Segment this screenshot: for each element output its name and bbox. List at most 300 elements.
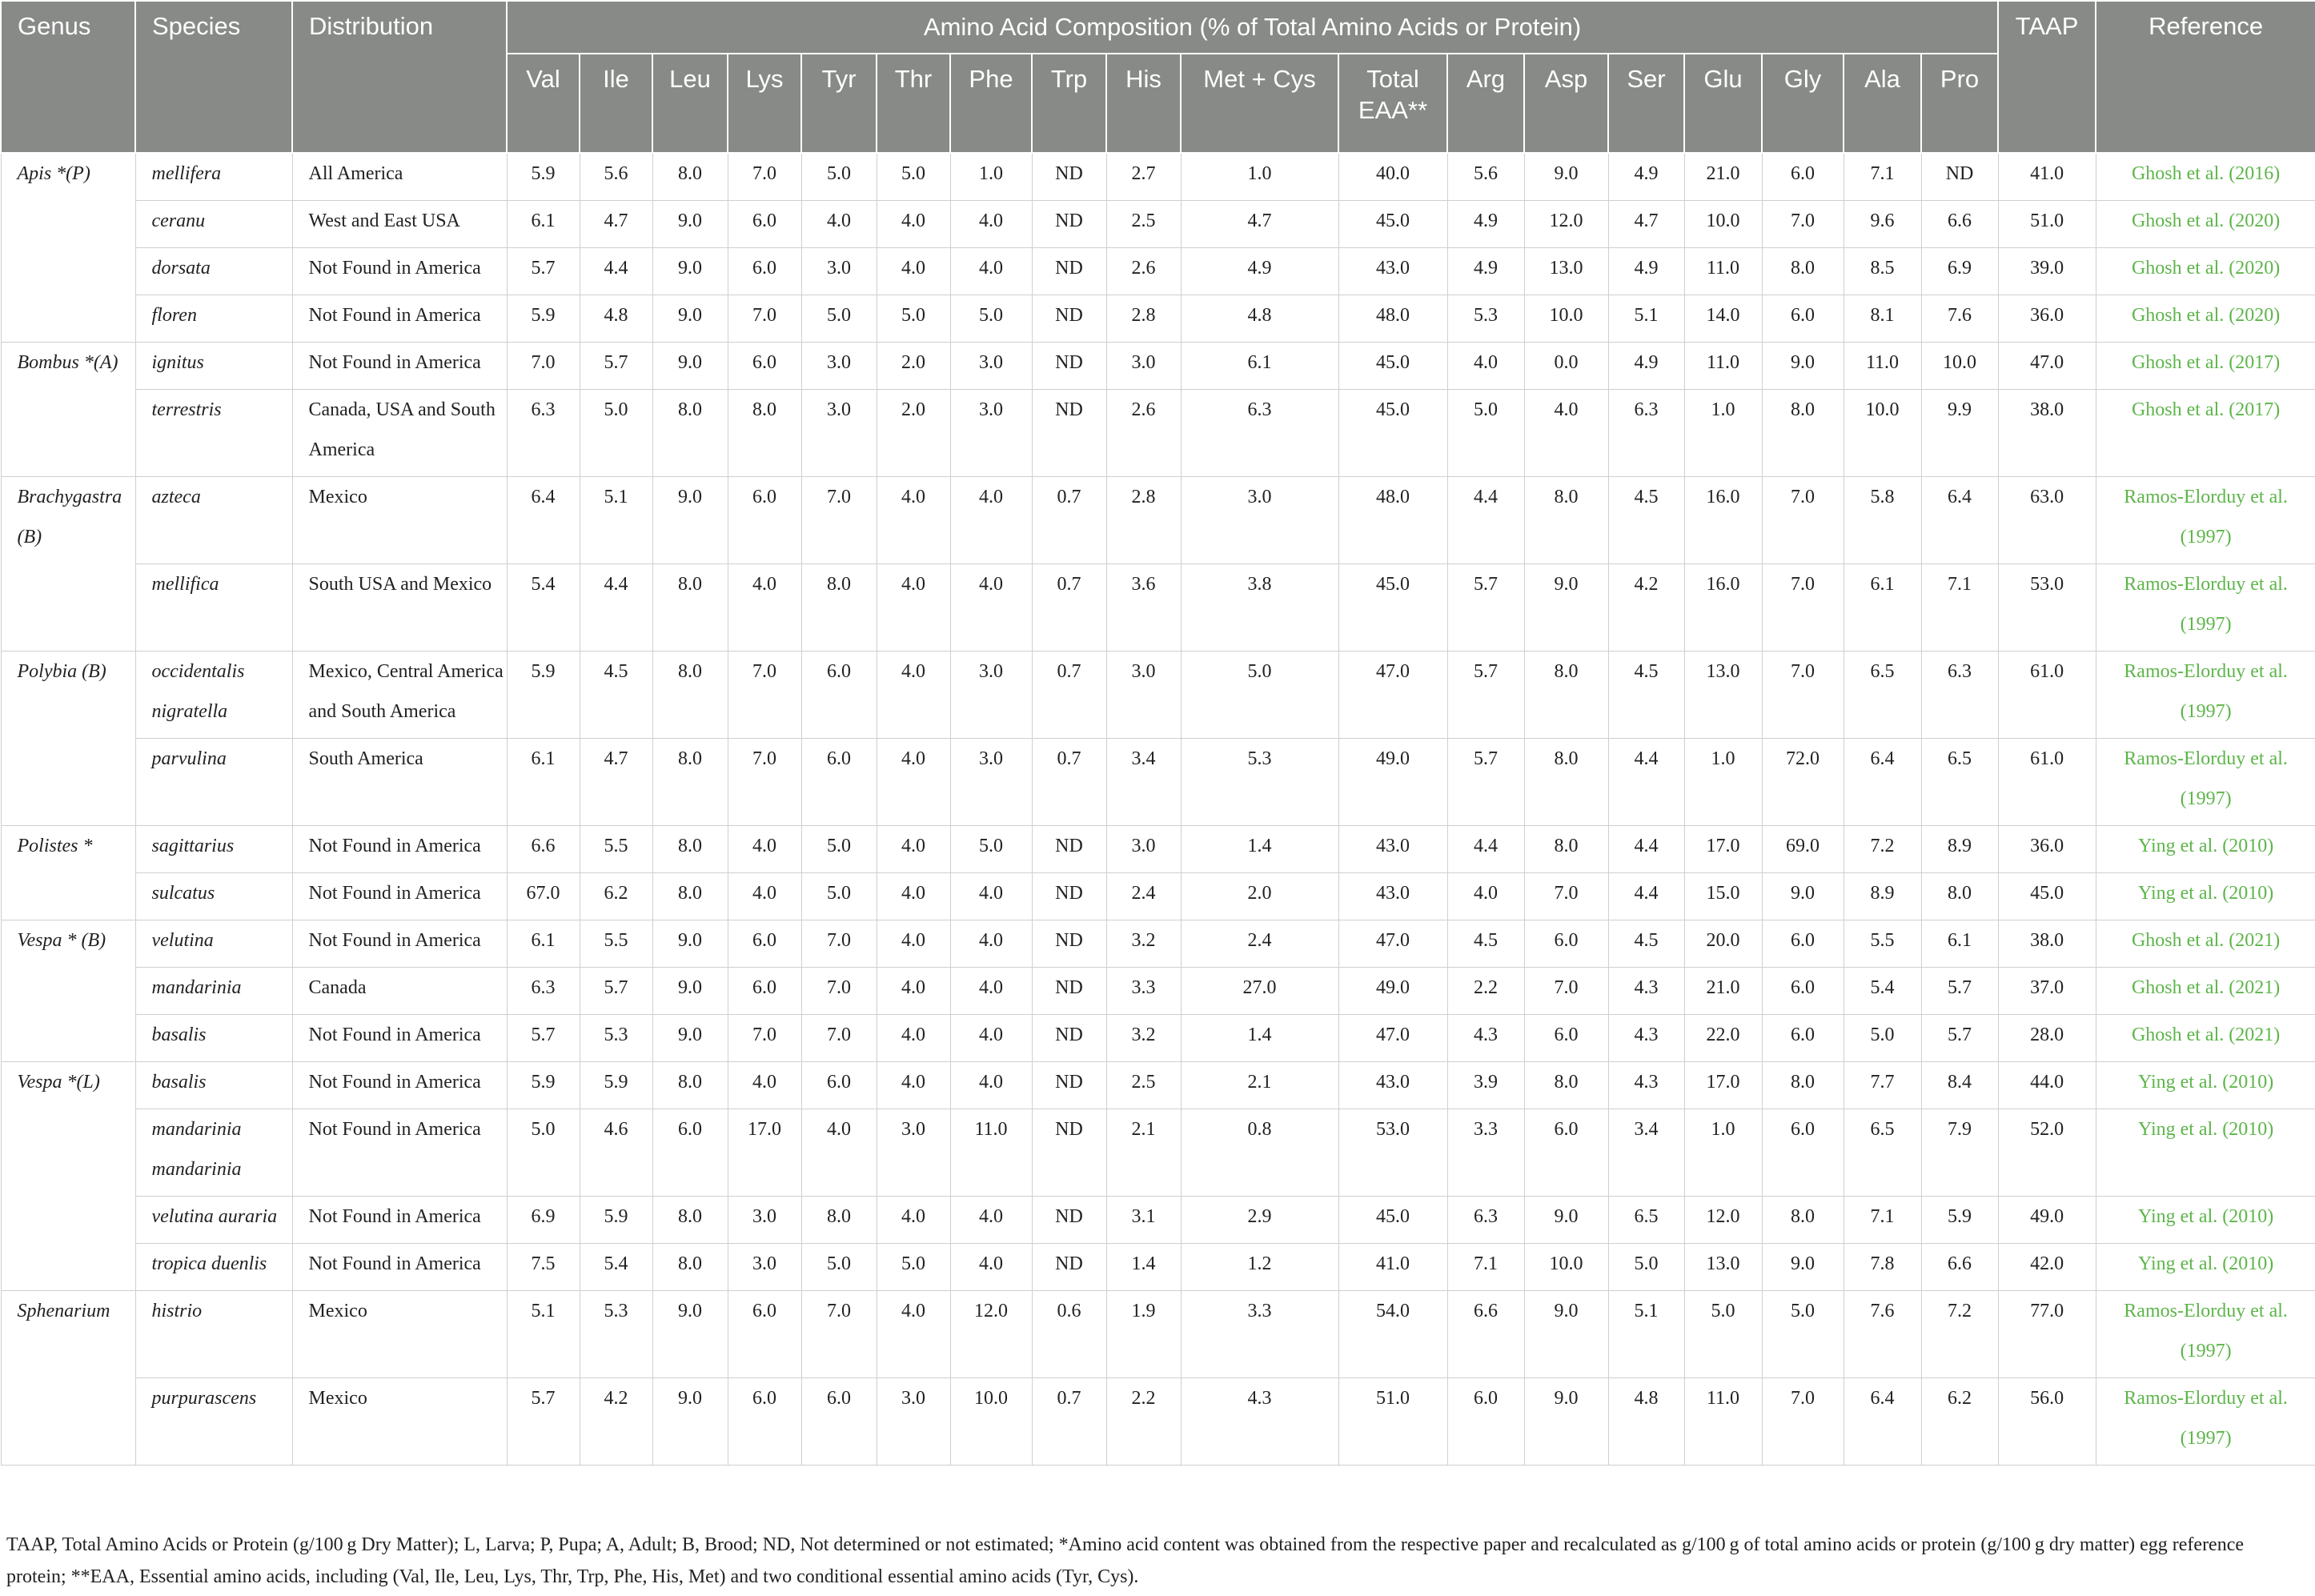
reference-link[interactable]: Ghosh et al. (2017) bbox=[2096, 343, 2315, 390]
value-cell: 9.0 bbox=[652, 920, 728, 968]
table-row bbox=[1, 1015, 2315, 1062]
value-cell: 45.0 bbox=[1338, 201, 1447, 248]
reference-link[interactable]: Ying et al. (2010) bbox=[2096, 1062, 2315, 1109]
value-cell: 6.0 bbox=[1762, 295, 1844, 343]
header-aa-leu: Leu bbox=[652, 54, 728, 153]
value-cell: 9.0 bbox=[652, 248, 728, 295]
value-cell: 4.8 bbox=[580, 295, 652, 343]
value-cell: 8.0 bbox=[1524, 739, 1608, 826]
value-cell: 2.0 bbox=[877, 343, 950, 390]
value-cell: 1.0 bbox=[1181, 153, 1338, 201]
value-cell: 7.0 bbox=[728, 295, 801, 343]
value-cell: 8.0 bbox=[652, 153, 728, 201]
value-cell: 1.2 bbox=[1181, 1244, 1338, 1291]
table-row bbox=[1, 968, 2315, 1015]
value-cell: 15.0 bbox=[1684, 873, 1762, 920]
value-cell: 4.4 bbox=[580, 564, 652, 652]
reference-link[interactable]: Ying et al. (2010) bbox=[2096, 1197, 2315, 1244]
value-cell: 4.0 bbox=[950, 968, 1032, 1015]
reference-link[interactable]: Ramos-Elorduy et al. (1997) bbox=[2096, 1378, 2315, 1466]
value-cell: 5.7 bbox=[507, 248, 580, 295]
genus-cell: Vespa *(L) bbox=[1, 1062, 135, 1291]
value-cell: 4.0 bbox=[950, 1244, 1032, 1291]
value-cell: 4.4 bbox=[1447, 826, 1524, 873]
distribution-cell: Canada, USA and South America bbox=[292, 390, 507, 477]
header-distribution: Distribution bbox=[292, 1, 507, 153]
taap-cell: 47.0 bbox=[1998, 343, 2096, 390]
value-cell: 8.9 bbox=[1921, 826, 1998, 873]
value-cell: 7.0 bbox=[1762, 564, 1844, 652]
reference-link[interactable]: Ramos-Elorduy et al. (1997) bbox=[2096, 652, 2315, 739]
value-cell: 9.0 bbox=[652, 201, 728, 248]
value-cell: 5.1 bbox=[580, 477, 652, 564]
value-cell: 6.0 bbox=[728, 1378, 801, 1466]
value-cell: 5.6 bbox=[580, 153, 652, 201]
value-cell: 5.1 bbox=[1608, 1291, 1684, 1378]
value-cell: 43.0 bbox=[1338, 248, 1447, 295]
value-cell: ND bbox=[1921, 153, 1998, 201]
value-cell: 43.0 bbox=[1338, 1062, 1447, 1109]
reference-link[interactable]: Ghosh et al. (2017) bbox=[2096, 390, 2315, 477]
taap-cell: 39.0 bbox=[1998, 248, 2096, 295]
value-cell: 3.3 bbox=[1181, 1291, 1338, 1378]
value-cell: 2.8 bbox=[1106, 477, 1181, 564]
table-row bbox=[1, 1109, 2315, 1197]
value-cell: 8.0 bbox=[1524, 826, 1608, 873]
value-cell: ND bbox=[1032, 873, 1106, 920]
value-cell: 5.0 bbox=[1447, 390, 1524, 477]
taap-cell: 36.0 bbox=[1998, 295, 2096, 343]
header-aa-met-cys: Met + Cys bbox=[1181, 54, 1338, 153]
value-cell: 8.0 bbox=[652, 1244, 728, 1291]
value-cell: 17.0 bbox=[728, 1109, 801, 1197]
value-cell: 6.1 bbox=[507, 739, 580, 826]
value-cell: 16.0 bbox=[1684, 564, 1762, 652]
genus-cell: Sphenarium bbox=[1, 1291, 135, 1466]
value-cell: 4.0 bbox=[728, 564, 801, 652]
value-cell: 1.4 bbox=[1181, 826, 1338, 873]
distribution-cell: Not Found in America bbox=[292, 1109, 507, 1197]
value-cell: 7.0 bbox=[1762, 1378, 1844, 1466]
reference-link[interactable]: Ghosh et al. (2020) bbox=[2096, 201, 2315, 248]
value-cell: 4.3 bbox=[1447, 1015, 1524, 1062]
value-cell: 2.1 bbox=[1106, 1109, 1181, 1197]
table-row bbox=[1, 477, 2315, 564]
value-cell: 4.7 bbox=[580, 739, 652, 826]
value-cell: 3.2 bbox=[1106, 920, 1181, 968]
value-cell: 6.3 bbox=[507, 390, 580, 477]
value-cell: 8.0 bbox=[1762, 1062, 1844, 1109]
value-cell: 5.0 bbox=[1181, 652, 1338, 739]
value-cell: 4.0 bbox=[877, 201, 950, 248]
header-aa-phe: Phe bbox=[950, 54, 1032, 153]
value-cell: 16.0 bbox=[1684, 477, 1762, 564]
header-reference: Reference bbox=[2096, 1, 2315, 153]
value-cell: 6.9 bbox=[507, 1197, 580, 1244]
value-cell: ND bbox=[1032, 1062, 1106, 1109]
value-cell: 8.1 bbox=[1844, 295, 1921, 343]
value-cell: 9.0 bbox=[652, 1015, 728, 1062]
header-aa-thr: Thr bbox=[877, 54, 950, 153]
value-cell: 6.0 bbox=[801, 1062, 877, 1109]
value-cell: 5.7 bbox=[1447, 739, 1524, 826]
value-cell: 6.0 bbox=[728, 968, 801, 1015]
distribution-cell: Not Found in America bbox=[292, 1015, 507, 1062]
header-aa-val: Val bbox=[507, 54, 580, 153]
table-row bbox=[1, 826, 2315, 873]
reference-link[interactable]: Ramos-Elorduy et al. (1997) bbox=[2096, 739, 2315, 826]
species-cell: tropica duenlis bbox=[135, 1244, 292, 1291]
species-cell: dorsata bbox=[135, 248, 292, 295]
value-cell: 3.0 bbox=[728, 1244, 801, 1291]
value-cell: 4.0 bbox=[877, 1062, 950, 1109]
header-species: Species bbox=[135, 1, 292, 153]
value-cell: 5.0 bbox=[801, 295, 877, 343]
value-cell: 6.3 bbox=[507, 968, 580, 1015]
value-cell: 2.2 bbox=[1447, 968, 1524, 1015]
value-cell: 10.0 bbox=[950, 1378, 1032, 1466]
value-cell: 4.0 bbox=[1447, 873, 1524, 920]
taap-cell: 63.0 bbox=[1998, 477, 2096, 564]
value-cell: 0.7 bbox=[1032, 652, 1106, 739]
value-cell: 4.4 bbox=[580, 248, 652, 295]
table-row bbox=[1, 390, 2315, 477]
value-cell: 4.0 bbox=[877, 652, 950, 739]
value-cell: 4.0 bbox=[950, 1197, 1032, 1244]
value-cell: 7.0 bbox=[507, 343, 580, 390]
value-cell: 6.6 bbox=[1921, 201, 1998, 248]
value-cell: 12.0 bbox=[1684, 1197, 1762, 1244]
value-cell: 7.9 bbox=[1921, 1109, 1998, 1197]
distribution-cell: Mexico bbox=[292, 477, 507, 564]
value-cell: 7.0 bbox=[728, 739, 801, 826]
value-cell: 5.5 bbox=[580, 826, 652, 873]
value-cell: 3.6 bbox=[1106, 564, 1181, 652]
value-cell: 9.0 bbox=[1524, 1291, 1608, 1378]
value-cell: 6.1 bbox=[1921, 920, 1998, 968]
distribution-cell: Mexico bbox=[292, 1291, 507, 1378]
value-cell: 4.0 bbox=[950, 564, 1032, 652]
value-cell: 47.0 bbox=[1338, 652, 1447, 739]
value-cell: 3.0 bbox=[950, 739, 1032, 826]
value-cell: 4.3 bbox=[1608, 968, 1684, 1015]
value-cell: ND bbox=[1032, 390, 1106, 477]
value-cell: 7.0 bbox=[801, 1291, 877, 1378]
value-cell: 4.0 bbox=[877, 477, 950, 564]
value-cell: 49.0 bbox=[1338, 968, 1447, 1015]
value-cell: 14.0 bbox=[1684, 295, 1762, 343]
value-cell: 3.0 bbox=[950, 390, 1032, 477]
value-cell: 5.1 bbox=[1608, 295, 1684, 343]
reference-link[interactable]: Ying et al. (2010) bbox=[2096, 873, 2315, 920]
value-cell: 4.0 bbox=[1447, 343, 1524, 390]
species-cell: basalis bbox=[135, 1015, 292, 1062]
value-cell: 7.1 bbox=[1447, 1244, 1524, 1291]
value-cell: 2.1 bbox=[1181, 1062, 1338, 1109]
value-cell: 2.4 bbox=[1181, 920, 1338, 968]
value-cell: 8.0 bbox=[1524, 477, 1608, 564]
value-cell: 4.0 bbox=[877, 873, 950, 920]
value-cell: 6.3 bbox=[1447, 1197, 1524, 1244]
value-cell: 5.0 bbox=[950, 295, 1032, 343]
value-cell: 6.0 bbox=[728, 343, 801, 390]
value-cell: 54.0 bbox=[1338, 1291, 1447, 1378]
value-cell: 5.9 bbox=[580, 1062, 652, 1109]
species-cell: velutina auraria bbox=[135, 1197, 292, 1244]
value-cell: 45.0 bbox=[1338, 390, 1447, 477]
value-cell: 4.9 bbox=[1608, 248, 1684, 295]
value-cell: 3.4 bbox=[1106, 739, 1181, 826]
distribution-cell: West and East USA bbox=[292, 201, 507, 248]
value-cell: 8.0 bbox=[652, 826, 728, 873]
value-cell: 6.1 bbox=[1844, 564, 1921, 652]
value-cell: 6.0 bbox=[1762, 1015, 1844, 1062]
genus-cell: Polybia (B) bbox=[1, 652, 135, 826]
genus-cell: Bombus *(A) bbox=[1, 343, 135, 477]
value-cell: 7.1 bbox=[1844, 153, 1921, 201]
value-cell: 5.7 bbox=[1447, 564, 1524, 652]
header-aa-ala: Ala bbox=[1844, 54, 1921, 153]
value-cell: 5.3 bbox=[580, 1291, 652, 1378]
value-cell: 6.2 bbox=[1921, 1378, 1998, 1466]
genus-cell: Vespa * (B) bbox=[1, 920, 135, 1062]
species-cell: ceranu bbox=[135, 201, 292, 248]
value-cell: ND bbox=[1032, 153, 1106, 201]
header-genus: Genus bbox=[1, 1, 135, 153]
value-cell: 8.0 bbox=[801, 564, 877, 652]
value-cell: 45.0 bbox=[1338, 1197, 1447, 1244]
value-cell: 5.6 bbox=[1447, 153, 1524, 201]
value-cell: 5.7 bbox=[1921, 1015, 1998, 1062]
value-cell: 5.9 bbox=[507, 295, 580, 343]
value-cell: 6.4 bbox=[1921, 477, 1998, 564]
value-cell: 8.0 bbox=[1524, 1062, 1608, 1109]
value-cell: 11.0 bbox=[1844, 343, 1921, 390]
species-cell: purpurascens bbox=[135, 1378, 292, 1466]
value-cell: 6.1 bbox=[507, 201, 580, 248]
value-cell: 7.0 bbox=[1762, 652, 1844, 739]
value-cell: 5.9 bbox=[580, 1197, 652, 1244]
table-row bbox=[1, 201, 2315, 248]
taap-cell: 52.0 bbox=[1998, 1109, 2096, 1197]
value-cell: 8.0 bbox=[1762, 248, 1844, 295]
value-cell: 2.6 bbox=[1106, 248, 1181, 295]
value-cell: 8.0 bbox=[652, 390, 728, 477]
value-cell: 4.0 bbox=[1524, 390, 1608, 477]
value-cell: 2.8 bbox=[1106, 295, 1181, 343]
value-cell: 6.4 bbox=[507, 477, 580, 564]
value-cell: 21.0 bbox=[1684, 153, 1762, 201]
header-aa-tyr: Tyr bbox=[801, 54, 877, 153]
reference-link[interactable]: Ying et al. (2010) bbox=[2096, 826, 2315, 873]
taap-cell: 42.0 bbox=[1998, 1244, 2096, 1291]
value-cell: 5.4 bbox=[1844, 968, 1921, 1015]
value-cell: 8.0 bbox=[1524, 652, 1608, 739]
table-row bbox=[1, 248, 2315, 295]
taap-cell: 45.0 bbox=[1998, 873, 2096, 920]
value-cell: 10.0 bbox=[1921, 343, 1998, 390]
table-row bbox=[1, 343, 2315, 390]
reference-link[interactable]: Ghosh et al. (2021) bbox=[2096, 968, 2315, 1015]
value-cell: 4.6 bbox=[580, 1109, 652, 1197]
value-cell: 1.0 bbox=[950, 153, 1032, 201]
distribution-cell: All America bbox=[292, 153, 507, 201]
value-cell: 3.8 bbox=[1181, 564, 1338, 652]
value-cell: 8.0 bbox=[1921, 873, 1998, 920]
value-cell: 5.7 bbox=[507, 1015, 580, 1062]
value-cell: 7.0 bbox=[1524, 873, 1608, 920]
value-cell: 48.0 bbox=[1338, 477, 1447, 564]
value-cell: 9.0 bbox=[652, 968, 728, 1015]
value-cell: 40.0 bbox=[1338, 153, 1447, 201]
value-cell: 8.4 bbox=[1921, 1062, 1998, 1109]
taap-cell: 53.0 bbox=[1998, 564, 2096, 652]
value-cell: 4.0 bbox=[950, 248, 1032, 295]
distribution-cell: Not Found in America bbox=[292, 343, 507, 390]
taap-cell: 36.0 bbox=[1998, 826, 2096, 873]
species-cell: floren bbox=[135, 295, 292, 343]
value-cell: 8.0 bbox=[652, 873, 728, 920]
distribution-cell: Not Found in America bbox=[292, 826, 507, 873]
value-cell: 6.5 bbox=[1844, 652, 1921, 739]
value-cell: 3.4 bbox=[1608, 1109, 1684, 1197]
value-cell: 51.0 bbox=[1338, 1378, 1447, 1466]
value-cell: 9.0 bbox=[652, 343, 728, 390]
value-cell: 7.0 bbox=[728, 652, 801, 739]
species-cell: occidentalis nigratella bbox=[135, 652, 292, 739]
value-cell: 45.0 bbox=[1338, 564, 1447, 652]
genus-cell: Brachygastra (B) bbox=[1, 477, 135, 652]
value-cell: 3.3 bbox=[1106, 968, 1181, 1015]
value-cell: 4.2 bbox=[1608, 564, 1684, 652]
value-cell: 8.0 bbox=[652, 564, 728, 652]
value-cell: 4.0 bbox=[950, 1062, 1032, 1109]
value-cell: 7.0 bbox=[801, 968, 877, 1015]
value-cell: 6.0 bbox=[1524, 1109, 1608, 1197]
value-cell: 9.0 bbox=[1524, 153, 1608, 201]
species-cell: azteca bbox=[135, 477, 292, 564]
value-cell: 27.0 bbox=[1181, 968, 1338, 1015]
value-cell: 17.0 bbox=[1684, 826, 1762, 873]
value-cell: 4.0 bbox=[877, 920, 950, 968]
value-cell: 7.0 bbox=[1762, 477, 1844, 564]
reference-link[interactable]: Ghosh et al. (2020) bbox=[2096, 248, 2315, 295]
reference-link[interactable]: Ying et al. (2010) bbox=[2096, 1109, 2315, 1197]
value-cell: 5.4 bbox=[507, 564, 580, 652]
value-cell: ND bbox=[1032, 826, 1106, 873]
value-cell: 6.0 bbox=[728, 248, 801, 295]
value-cell: 3.0 bbox=[877, 1109, 950, 1197]
value-cell: 4.5 bbox=[1447, 920, 1524, 968]
value-cell: 4.0 bbox=[950, 1015, 1032, 1062]
value-cell: 6.3 bbox=[1608, 390, 1684, 477]
value-cell: 6.6 bbox=[507, 826, 580, 873]
table-row bbox=[1, 1378, 2315, 1466]
value-cell: 8.0 bbox=[1762, 390, 1844, 477]
value-cell: 22.0 bbox=[1684, 1015, 1762, 1062]
value-cell: 11.0 bbox=[950, 1109, 1032, 1197]
value-cell: 5.0 bbox=[801, 1244, 877, 1291]
value-cell: 4.5 bbox=[1608, 920, 1684, 968]
value-cell: 11.0 bbox=[1684, 343, 1762, 390]
value-cell: 4.0 bbox=[801, 201, 877, 248]
value-cell: 4.4 bbox=[1447, 477, 1524, 564]
header-aa-lys: Lys bbox=[728, 54, 801, 153]
species-cell: mandarinia bbox=[135, 968, 292, 1015]
value-cell: 45.0 bbox=[1338, 343, 1447, 390]
table-row bbox=[1, 1244, 2315, 1291]
value-cell: 5.3 bbox=[1447, 295, 1524, 343]
value-cell: 5.0 bbox=[801, 153, 877, 201]
value-cell: 4.0 bbox=[877, 739, 950, 826]
table-row bbox=[1, 920, 2315, 968]
value-cell: 5.4 bbox=[580, 1244, 652, 1291]
value-cell: 7.0 bbox=[728, 153, 801, 201]
value-cell: 4.0 bbox=[728, 826, 801, 873]
distribution-cell: Not Found in America bbox=[292, 1062, 507, 1109]
header-aa-glu: Glu bbox=[1684, 54, 1762, 153]
taap-cell: 56.0 bbox=[1998, 1378, 2096, 1466]
reference-link[interactable]: Ramos-Elorduy et al. (1997) bbox=[2096, 564, 2315, 652]
reference-link[interactable]: Ghosh et al. (2020) bbox=[2096, 295, 2315, 343]
header-amino-acid-group: Amino Acid Composition (% of Total Amino Acids or Protein) bbox=[507, 1, 1998, 54]
species-cell: parvulina bbox=[135, 739, 292, 826]
header-taap: TAAP bbox=[1998, 1, 2096, 153]
taap-cell: 37.0 bbox=[1998, 968, 2096, 1015]
header-aa-trp: Trp bbox=[1032, 54, 1106, 153]
value-cell: 5.7 bbox=[507, 1378, 580, 1466]
table-row bbox=[1, 153, 2315, 201]
value-cell: 4.0 bbox=[950, 477, 1032, 564]
value-cell: 8.0 bbox=[1762, 1197, 1844, 1244]
value-cell: 1.9 bbox=[1106, 1291, 1181, 1378]
distribution-cell: Not Found in America bbox=[292, 873, 507, 920]
value-cell: 8.0 bbox=[801, 1197, 877, 1244]
value-cell: 4.4 bbox=[1608, 739, 1684, 826]
value-cell: 13.0 bbox=[1524, 248, 1608, 295]
reference-link[interactable]: Ghosh et al. (2021) bbox=[2096, 1015, 2315, 1062]
value-cell: 6.0 bbox=[1524, 1015, 1608, 1062]
header-aa-arg: Arg bbox=[1447, 54, 1524, 153]
value-cell: 41.0 bbox=[1338, 1244, 1447, 1291]
taap-cell: 49.0 bbox=[1998, 1197, 2096, 1244]
header-aa-total-eaa-: Total EAA** bbox=[1338, 54, 1447, 153]
value-cell: 6.6 bbox=[1921, 1244, 1998, 1291]
distribution-cell: Not Found in America bbox=[292, 248, 507, 295]
value-cell: 2.5 bbox=[1106, 1062, 1181, 1109]
distribution-cell: Not Found in America bbox=[292, 295, 507, 343]
value-cell: 0.6 bbox=[1032, 1291, 1106, 1378]
value-cell: 7.2 bbox=[1844, 826, 1921, 873]
value-cell: 6.0 bbox=[728, 1291, 801, 1378]
value-cell: 6.0 bbox=[728, 201, 801, 248]
value-cell: 6.4 bbox=[1844, 739, 1921, 826]
value-cell: ND bbox=[1032, 1109, 1106, 1197]
value-cell: 7.1 bbox=[1921, 564, 1998, 652]
reference-link[interactable]: Ramos-Elorduy et al. (1997) bbox=[2096, 1291, 2315, 1378]
value-cell: 7.0 bbox=[801, 1015, 877, 1062]
taap-cell: 28.0 bbox=[1998, 1015, 2096, 1062]
reference-link[interactable]: Ghosh et al. (2016) bbox=[2096, 153, 2315, 201]
reference-link[interactable]: Ying et al. (2010) bbox=[2096, 1244, 2315, 1291]
value-cell: 6.0 bbox=[1447, 1378, 1524, 1466]
value-cell: 5.9 bbox=[507, 652, 580, 739]
reference-link[interactable]: Ramos-Elorduy et al. (1997) bbox=[2096, 477, 2315, 564]
value-cell: 6.4 bbox=[1844, 1378, 1921, 1466]
reference-link[interactable]: Ghosh et al. (2021) bbox=[2096, 920, 2315, 968]
value-cell: 4.5 bbox=[1608, 652, 1684, 739]
value-cell: 3.0 bbox=[950, 343, 1032, 390]
